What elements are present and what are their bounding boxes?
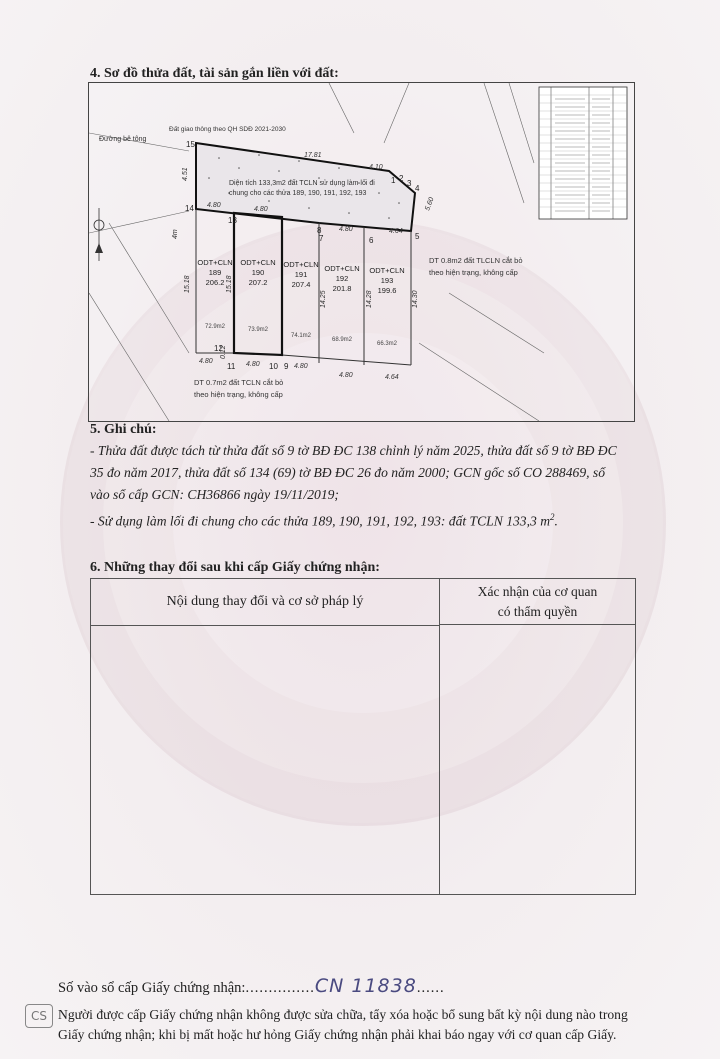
svg-text:68.9m2: 68.9m2: [331, 337, 353, 343]
svg-text:0.12: 0.12: [220, 345, 227, 359]
confirmation-column-header: Xác nhận của cơ quan có thẩm quyền: [440, 579, 635, 625]
svg-text:1: 1: [391, 176, 396, 185]
footer-line-2: Giấy chứng nhận; khi bị mất hoặc hư hỏng Giấy chứng nhận phải khai báo ngay với cơ quan cấp Giấy.: [58, 1027, 617, 1042]
section6-title: 6. Những thay đổi sau khi cấp Giấy chứng nhận:: [90, 560, 380, 575]
svg-text:207.2: 207.2: [248, 278, 268, 287]
svg-text:207.4: 207.4: [291, 280, 311, 289]
svg-text:Đất giao thông theo QH SDĐ 202: Đất giao thông theo QH SDĐ 2021-2030: [169, 126, 286, 133]
svg-text:199.6: 199.6: [377, 286, 397, 295]
footer-line-1: Người được cấp Giấy chứng nhận không được sửa chữa, tẩy xóa hoặc bổ sung bất kỳ nội dung nào trong: [58, 1007, 628, 1022]
svg-text:8: 8: [317, 226, 322, 235]
context-lines: [89, 83, 544, 421]
changes-column-header: Nội dung thay đổi và cơ sở pháp lý: [91, 579, 440, 626]
svg-text:15: 15: [186, 140, 195, 149]
svg-text:14: 14: [185, 204, 194, 213]
svg-text:9: 9: [284, 362, 289, 371]
svg-text:4.10: 4.10: [369, 164, 383, 171]
svg-text:theo hiện trạng, không cấp: theo hiện trạng, không cấp: [194, 390, 283, 399]
svg-text:ODT+CLN: ODT+CLN: [324, 264, 360, 273]
svg-text:4.80: 4.80: [199, 358, 213, 365]
parcel-193: [369, 266, 404, 295]
svg-text:201.8: 201.8: [332, 284, 352, 293]
note-line-2: 35 đo năm 2017, thửa đất số 134 (69) tờ BĐ ĐC 26 đo năm 2000; GCN gốc số CO 288469, số: [90, 465, 605, 480]
svg-text:5.60: 5.60: [424, 196, 436, 212]
svg-text:5: 5: [415, 232, 420, 241]
svg-text:15.18: 15.18: [184, 275, 191, 293]
parcel-190: [240, 258, 275, 287]
svg-text:7: 7: [319, 234, 324, 243]
svg-text:4: 4: [415, 184, 420, 193]
svg-text:4.64: 4.64: [389, 228, 403, 235]
svg-text:14.28: 14.28: [366, 290, 373, 308]
svg-text:206.2: 206.2: [205, 278, 225, 287]
svg-text:66.3m2: 66.3m2: [376, 341, 398, 347]
svg-text:DT 0.8m2 đất TLCLN cắt bỏ: DT 0.8m2 đất TLCLN cắt bỏ: [429, 256, 523, 265]
registry-number-handwritten: CN 11838: [314, 975, 417, 997]
svg-text:6: 6: [369, 236, 374, 245]
coordinate-table: [539, 87, 627, 219]
svg-text:4.51: 4.51: [182, 167, 189, 181]
svg-text:191: 191: [294, 270, 308, 279]
svg-text:74.1m2: 74.1m2: [290, 333, 312, 339]
changes-table: [90, 578, 636, 895]
svg-text:17.81: 17.81: [304, 152, 322, 159]
note-line-3: vào sổ cấp GCN: CH36866 ngày 19/11/2019;: [90, 487, 339, 502]
svg-text:chung cho các thửa 189, 190, 1: chung cho các thửa 189, 190, 191, 192, 193: [229, 190, 367, 197]
svg-text:4.80: 4.80: [207, 202, 221, 209]
section5-title: 5. Ghi chú:: [90, 422, 157, 437]
north-arrow-icon: [94, 208, 104, 261]
svg-text:4.80: 4.80: [254, 206, 268, 213]
svg-text:189: 189: [208, 268, 222, 277]
registry-dots-right: ......: [416, 980, 445, 996]
svg-text:193: 193: [380, 276, 394, 285]
svg-text:14.30: 14.30: [412, 290, 419, 308]
note-line-1: - Thửa đất được tách từ thửa đất số 9 tờ BĐ ĐC 138 chỉnh lý năm 2025, thửa đất số 9 tờ BĐ ĐC: [90, 443, 617, 458]
note-line-4: - Sử dụng làm lối đi chung cho các thửa 189, 190, 191, 192, 193: đất TCLN 133,3 $m^2$.: [90, 512, 558, 529]
plot-svg: [89, 83, 634, 421]
parcel-192: [324, 264, 359, 293]
svg-text:73.9m2: 73.9m2: [247, 327, 269, 333]
footer-warning: [58, 1005, 678, 1045]
svg-text:10: 10: [269, 362, 278, 371]
land-plot-diagram: [88, 82, 635, 422]
svg-text:theo hiện trạng, không cấp: theo hiện trạng, không cấp: [429, 268, 518, 277]
svg-text:4.80: 4.80: [339, 226, 353, 233]
svg-text:Diện tích 133,3m2 đất TCLN sử: Diện tích 133,3m2 đất TCLN sử dụng làm lối đi: [229, 180, 375, 187]
registry-label: Số vào sổ cấp Giấy chứng nhận:: [58, 980, 246, 996]
svg-text:DT 0.7m2 đất TCLN cắt bỏ: DT 0.7m2 đất TCLN cắt bỏ: [194, 378, 284, 387]
svg-text:11: 11: [227, 362, 236, 371]
svg-text:12: 12: [214, 344, 223, 353]
svg-text:ODT+CLN: ODT+CLN: [283, 260, 319, 269]
svg-text:4m: 4m: [172, 229, 179, 239]
svg-text:72.9m2: 72.9m2: [204, 324, 226, 330]
registry-dots-left: ...............: [245, 980, 315, 996]
svg-text:4.80: 4.80: [246, 361, 260, 368]
svg-text:2: 2: [399, 174, 404, 183]
parcel-191: [283, 260, 318, 289]
svg-text:Đường bê tông: Đường bê tông: [99, 136, 147, 143]
svg-text:ODT+CLN: ODT+CLN: [240, 258, 276, 267]
svg-text:4.64: 4.64: [385, 374, 399, 381]
svg-text:13: 13: [228, 216, 237, 225]
svg-text:190: 190: [251, 268, 265, 277]
registry-number-line: [58, 975, 445, 997]
scanner-logo-icon: CS: [25, 1004, 53, 1028]
table-divider: [439, 625, 440, 894]
svg-text:ODT+CLN: ODT+CLN: [197, 258, 233, 267]
svg-text:ODT+CLN: ODT+CLN: [369, 266, 405, 275]
section4-title: 4. Sơ đồ thửa đất, tài sản gắn liền với đất:: [90, 66, 339, 81]
svg-text:15.18: 15.18: [226, 275, 233, 293]
svg-text:14.25: 14.25: [320, 290, 327, 308]
svg-text:3: 3: [407, 179, 412, 188]
svg-text:4.80: 4.80: [294, 363, 308, 370]
svg-text:4.80: 4.80: [339, 372, 353, 379]
svg-text:192: 192: [335, 274, 349, 283]
